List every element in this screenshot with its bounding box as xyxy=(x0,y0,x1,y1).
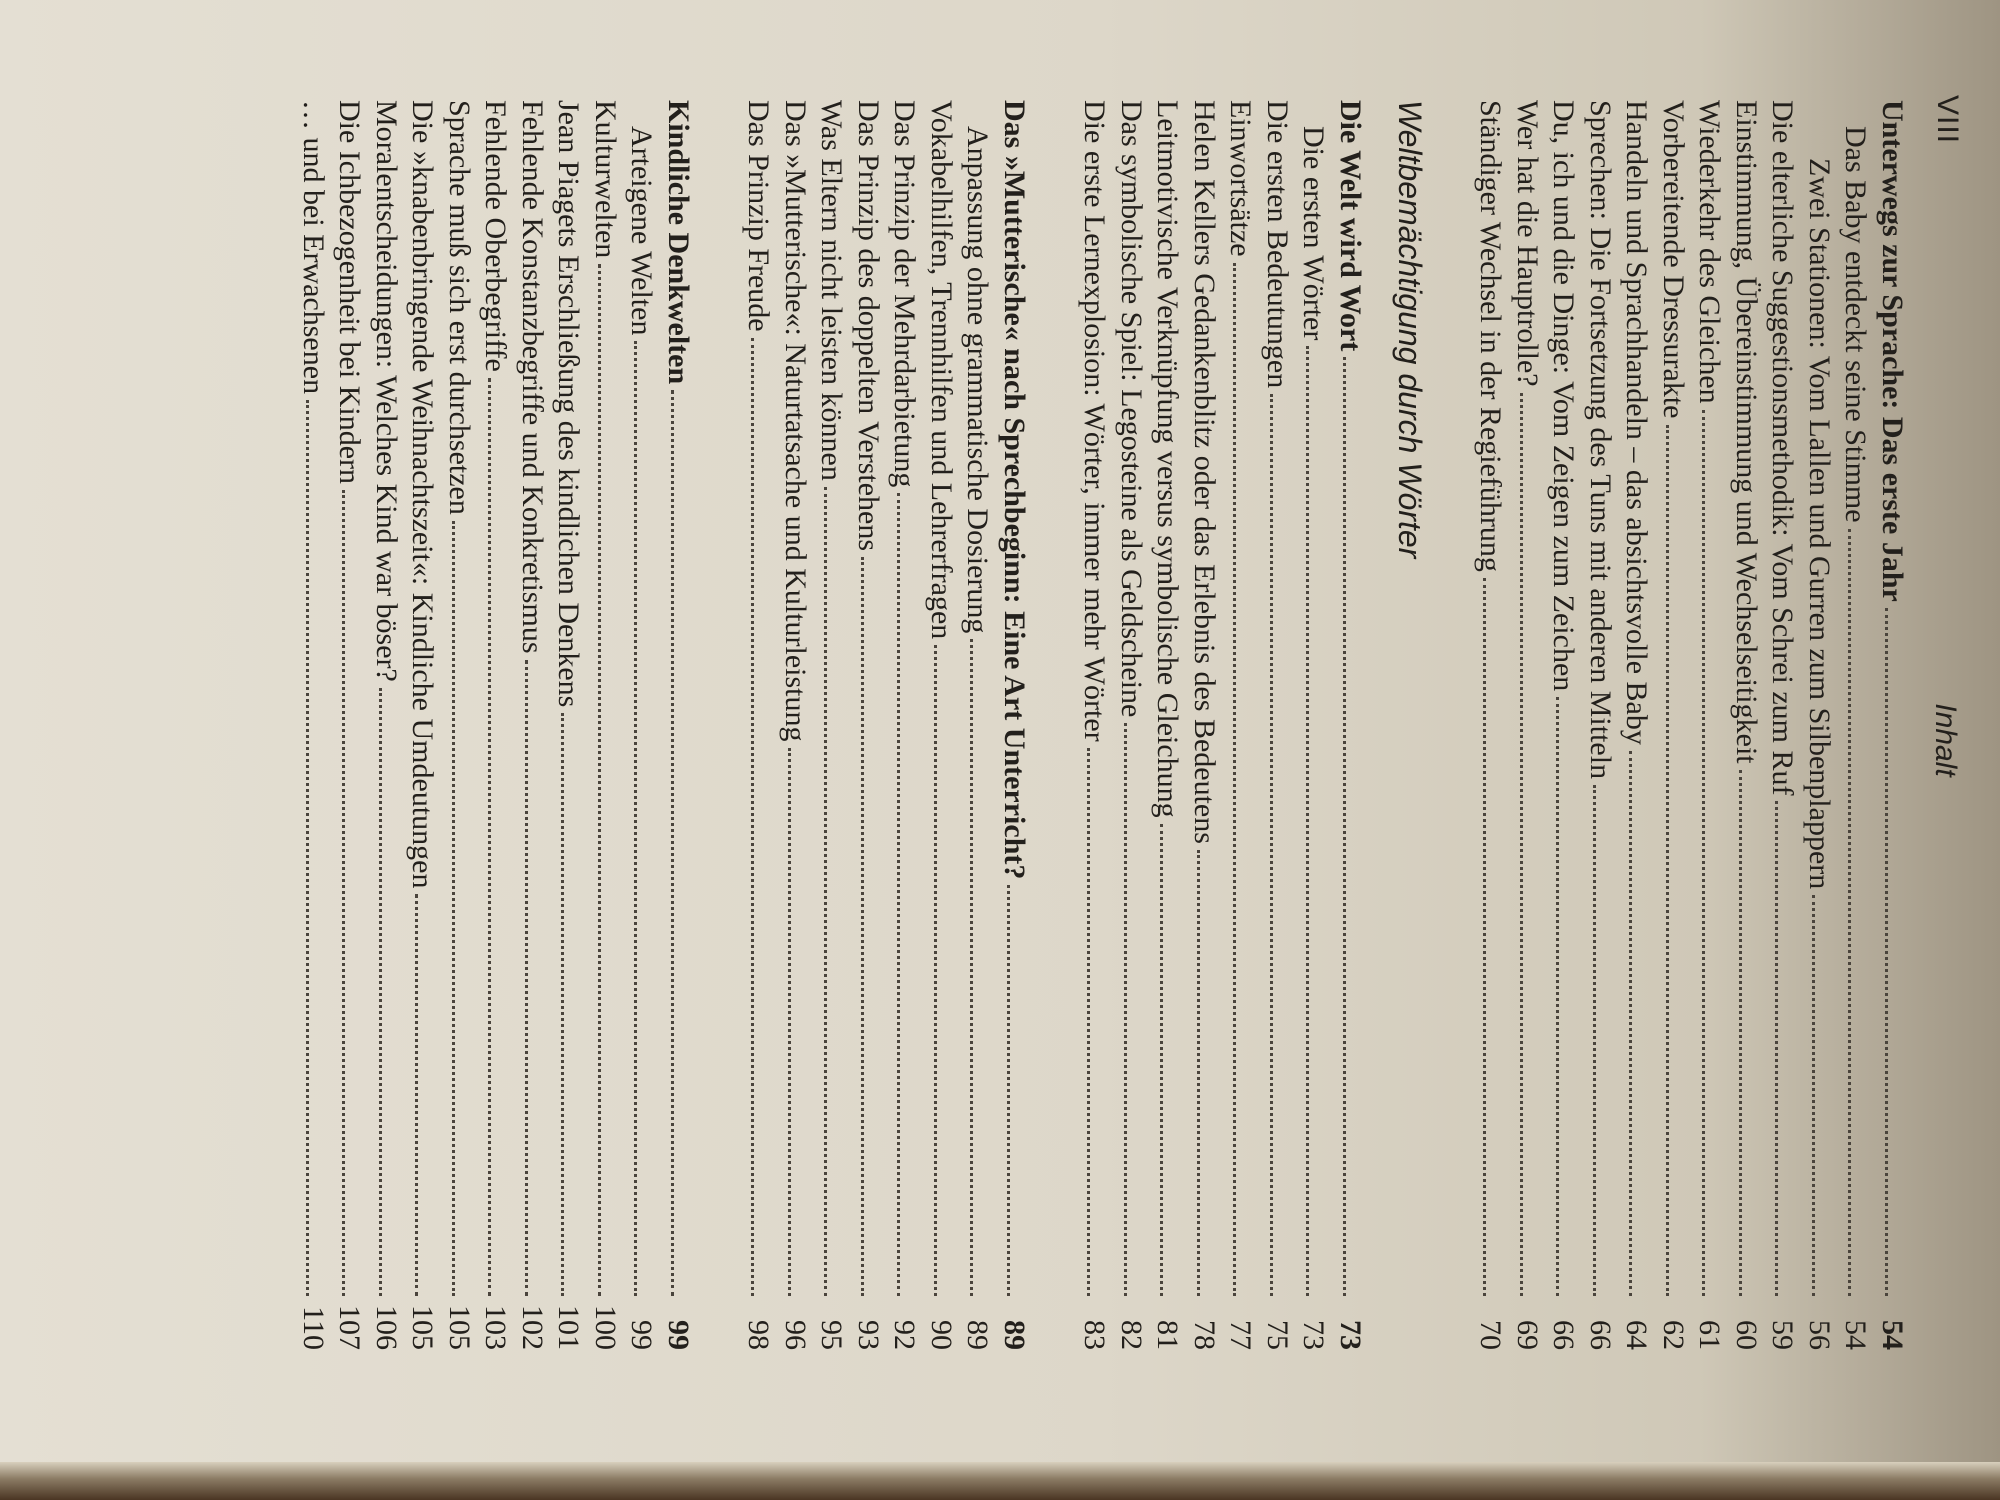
dot-leader xyxy=(1343,357,1354,1296)
toc-page-number: 64 xyxy=(1620,1320,1654,1350)
toc-entry-title: … und bei Erwachsenen xyxy=(297,100,330,395)
toc-page-number: 54 xyxy=(1876,1320,1909,1350)
toc-page-number: 105 xyxy=(406,1305,440,1350)
toc-page-number: 89 xyxy=(961,1320,995,1350)
toc-entry-row xyxy=(1582,100,1619,1350)
toc-entry-title: Kulturwelten xyxy=(589,100,622,259)
page-edge-shadow xyxy=(0,1462,2000,1500)
toc-section xyxy=(295,100,697,1350)
dot-leader xyxy=(1270,394,1281,1296)
toc-page-number: 93 xyxy=(852,1320,885,1350)
dot-leader xyxy=(1484,578,1495,1296)
toc-entry-row xyxy=(1691,100,1728,1350)
toc-entry-title: Anpassung ohne grammatische Dosierung xyxy=(961,126,995,634)
toc-entry-title: Die Ichbezogenheit bei Kindern xyxy=(333,100,367,485)
toc-entry-title: Das »Mutterische« nach Sprechbeginn: Eine Art Unterricht? xyxy=(998,100,1031,880)
toc-entry-title: Das Baby entdeckt seine Stimme xyxy=(1839,126,1873,523)
toc-entry-row xyxy=(331,100,368,1350)
toc-entry-row xyxy=(1295,100,1332,1350)
toc-entry-row xyxy=(1259,100,1296,1350)
toc-entry-title: Vorbereitende Dressurakte xyxy=(1657,100,1690,419)
toc-entry-title: Vokabelhilfen, Trennhilfen und Lehrerfragen xyxy=(925,100,958,640)
toc-entry-title: Unterwegs zur Sprache: Das erste Jahr xyxy=(1876,100,1909,602)
toc-entry-row xyxy=(740,100,777,1350)
toc-page-number: 78 xyxy=(1188,1320,1221,1350)
toc-page-number: 99 xyxy=(662,1320,695,1350)
toc-page-number: 70 xyxy=(1474,1320,1508,1350)
dot-leader xyxy=(1197,850,1208,1296)
toc-entry-title: Sprache muß sich erst durchsetzen xyxy=(443,100,476,515)
toc-entry-row xyxy=(623,100,660,1350)
dot-leader xyxy=(898,493,909,1296)
dot-leader xyxy=(1703,410,1714,1296)
toc-page-number: 107 xyxy=(333,1305,367,1350)
dot-leader xyxy=(343,490,354,1296)
toc-entry-title: Helen Kellers Gedankenblitz oder das Erlebnis des Bedeutens xyxy=(1188,100,1221,844)
toc-chapter-row xyxy=(660,100,697,1350)
toc-page-number: 105 xyxy=(443,1305,476,1350)
dot-leader xyxy=(1161,824,1172,1296)
toc-page-number: 66 xyxy=(1547,1320,1581,1350)
toc-entry-row xyxy=(850,100,887,1350)
dot-leader xyxy=(1849,529,1860,1296)
toc-page-number: 83 xyxy=(1078,1320,1112,1350)
toc-page-number: 100 xyxy=(589,1305,622,1350)
toc-entry-title: Du, ich und die Dinge: Vom Zeigen zum Zeichen xyxy=(1547,100,1581,692)
toc-entry-title: Fehlende Konstanzbegriffe und Konkretismus xyxy=(516,100,549,654)
toc-page-number: 81 xyxy=(1151,1320,1185,1350)
dot-leader xyxy=(525,660,536,1297)
toc-page-number: 110 xyxy=(297,1306,330,1350)
dot-leader xyxy=(788,748,799,1296)
dot-leader xyxy=(861,557,872,1296)
toc-page-number: 92 xyxy=(888,1320,922,1350)
toc-page-number: 54 xyxy=(1839,1320,1873,1350)
dot-leader xyxy=(635,341,646,1296)
toc-entry-title: Die ersten Wörter xyxy=(1297,126,1331,341)
toc-entry-row xyxy=(923,100,960,1350)
toc-page-number: 56 xyxy=(1803,1320,1836,1350)
toc-page-number: 96 xyxy=(779,1320,812,1350)
toc-entry-row xyxy=(1764,100,1801,1350)
toc-entry-title: Das Prinzip Freude xyxy=(742,100,776,332)
dot-leader xyxy=(1812,895,1823,1296)
toc-entry-row xyxy=(1837,100,1874,1350)
running-title: Inhalt xyxy=(1929,703,1962,777)
dot-leader xyxy=(1007,885,1018,1296)
page-number: VIII xyxy=(1931,95,1964,145)
toc-entry-row xyxy=(1655,100,1692,1350)
toc-entry-row xyxy=(1076,100,1113,1350)
dot-leader xyxy=(489,378,500,1296)
dot-leader xyxy=(452,521,463,1296)
dot-leader xyxy=(1557,697,1568,1296)
toc-chapter-row xyxy=(1874,100,1911,1350)
dot-leader xyxy=(1593,785,1604,1296)
toc-entry-title: Die »knabenbringende Weihnachtszeit«: Kindliche Umdeutungen xyxy=(406,100,440,889)
dot-leader xyxy=(562,713,573,1296)
dot-leader xyxy=(1666,425,1677,1297)
toc-entry-row xyxy=(404,100,441,1350)
dot-leader xyxy=(1307,346,1318,1296)
toc-page-number: 82 xyxy=(1115,1320,1148,1350)
toc-entry-title: Die Welt wird Wort xyxy=(1334,100,1367,352)
toc-entry-title: Handeln und Sprachhandeln – das absichtsvolle Baby xyxy=(1620,100,1654,745)
toc-entry-row xyxy=(1186,100,1223,1350)
dot-leader xyxy=(379,688,390,1296)
toc-page-number: 73 xyxy=(1297,1320,1331,1350)
dot-leader xyxy=(671,390,682,1296)
toc-page-number: 59 xyxy=(1766,1320,1800,1350)
toc-entry-row xyxy=(886,100,923,1350)
toc-entry-title: Wer hat die Hauptrolle? xyxy=(1511,100,1544,387)
toc-entry-row xyxy=(550,100,587,1350)
dot-leader xyxy=(1776,801,1787,1296)
toc-entry-title: Jean Piagets Erschließung des kindlichen Denkens xyxy=(552,100,586,708)
toc-entry-row xyxy=(1509,100,1546,1350)
toc-entry-row xyxy=(1801,100,1838,1350)
toc-page-number: 103 xyxy=(479,1305,513,1350)
toc-chapter-row xyxy=(996,100,1033,1350)
toc-entry-title: Die elterliche Suggestionsmethodik: Vom Schrei zum Ruf xyxy=(1766,100,1800,796)
dot-leader xyxy=(1885,608,1896,1296)
toc-entry-title: Das »Mutterische«: Naturtatsache und Kulturleistung xyxy=(779,100,812,742)
toc-section xyxy=(1076,100,1430,1350)
dot-leader xyxy=(598,264,609,1296)
dot-leader xyxy=(934,645,945,1296)
toc-entry-title: Wiederkehr des Gleichen xyxy=(1693,100,1727,404)
toc-entry-title: Das symbolische Spiel: Legosteine als Geldscheine xyxy=(1115,100,1148,718)
toc-entry-row xyxy=(514,100,551,1350)
toc-entry-row xyxy=(1728,100,1765,1350)
toc-entry-title: Die ersten Bedeutungen xyxy=(1261,100,1294,389)
dot-leader xyxy=(1234,263,1245,1296)
toc-entry-row xyxy=(1149,100,1186,1350)
toc-page-number: 66 xyxy=(1584,1320,1617,1350)
toc-entry-row xyxy=(1222,100,1259,1350)
toc-page-number: 69 xyxy=(1511,1320,1544,1350)
toc-entry-title: Leitmotivische Verknüpfung versus symbolische Gleichung xyxy=(1151,100,1185,818)
toc-page-number: 102 xyxy=(516,1305,549,1350)
toc-entry-title: Moralentscheidungen: Welches Kind war böser? xyxy=(370,100,403,682)
toc-entry-row xyxy=(959,100,996,1350)
toc-entry-row xyxy=(813,100,850,1350)
toc-entry-row xyxy=(587,100,624,1350)
toc-section xyxy=(740,100,1032,1350)
toc-entry-row xyxy=(1618,100,1655,1350)
toc-page-number: 89 xyxy=(998,1320,1031,1350)
toc-entry-title: Was Eltern nicht leisten können xyxy=(815,100,849,481)
toc-entry-title: Das Prinzip des doppelten Verstehens xyxy=(852,100,885,552)
toc-entry-title: Fehlende Oberbegriffe xyxy=(479,100,513,372)
toc-entry-title: Arteigene Welten xyxy=(625,126,659,336)
toc-entry-title: Zwei Stationen: Vom Lallen und Gurren zum Silbenplappern xyxy=(1803,158,1836,890)
toc-entry-row xyxy=(777,100,814,1350)
toc-entry-title: Kindliche Denkwelten xyxy=(662,100,695,385)
dot-leader xyxy=(752,338,763,1296)
toc-page-number: 75 xyxy=(1261,1320,1294,1350)
part-title: Weltbemächtigung durch Wörter xyxy=(1392,100,1428,559)
toc-page-number: 60 xyxy=(1730,1320,1763,1350)
toc-entry-title: Das Prinzip der Mehrdarbietung xyxy=(888,100,922,488)
dot-leader xyxy=(1630,751,1641,1296)
toc-page-number: 61 xyxy=(1693,1320,1727,1350)
toc-entry-title: Einstimmung, Übereinstimmung und Wechselseitigkeit xyxy=(1730,100,1763,764)
toc-entry-title: Einwortsätze xyxy=(1224,100,1258,257)
dot-leader xyxy=(1124,723,1135,1296)
table-of-contents xyxy=(283,100,1911,1350)
toc-entry-row xyxy=(1545,100,1582,1350)
dot-leader xyxy=(416,894,427,1296)
toc-page-number: 90 xyxy=(925,1320,958,1350)
dot-leader xyxy=(306,400,317,1296)
toc-entry-row xyxy=(441,100,478,1350)
toc-entry-row xyxy=(477,100,514,1350)
toc-page-number: 95 xyxy=(815,1320,849,1350)
toc-page-number: 106 xyxy=(370,1305,403,1350)
toc-page-number: 98 xyxy=(742,1320,776,1350)
toc-section xyxy=(1472,100,1910,1350)
toc-chapter-row xyxy=(1332,100,1369,1350)
toc-entry-row xyxy=(295,100,332,1350)
dot-leader xyxy=(1520,393,1531,1296)
toc-entry-row xyxy=(1472,100,1509,1350)
dot-leader xyxy=(1739,770,1750,1296)
toc-page-number: 73 xyxy=(1334,1320,1367,1350)
toc-entry-row xyxy=(1113,100,1150,1350)
toc-entry-title: Sprechen: Die Fortsetzung des Tuns mit anderen Mitteln xyxy=(1584,100,1617,780)
dot-leader xyxy=(825,487,836,1296)
toc-entry-title: Ständiger Wechsel in der Regieführung xyxy=(1474,100,1508,572)
toc-page-number: 101 xyxy=(552,1305,586,1350)
toc-page-number: 77 xyxy=(1224,1320,1258,1350)
dot-leader xyxy=(971,639,982,1296)
toc-page-number: 99 xyxy=(625,1320,659,1350)
toc-page xyxy=(20,40,1980,1440)
toc-entry-row xyxy=(368,100,405,1350)
dot-leader xyxy=(1088,748,1099,1296)
toc-page-number: 62 xyxy=(1657,1320,1690,1350)
toc-entry-title: Die erste Lernexplosion: Wörter, immer mehr Wörter xyxy=(1078,100,1112,742)
page-header xyxy=(1916,40,1976,1440)
